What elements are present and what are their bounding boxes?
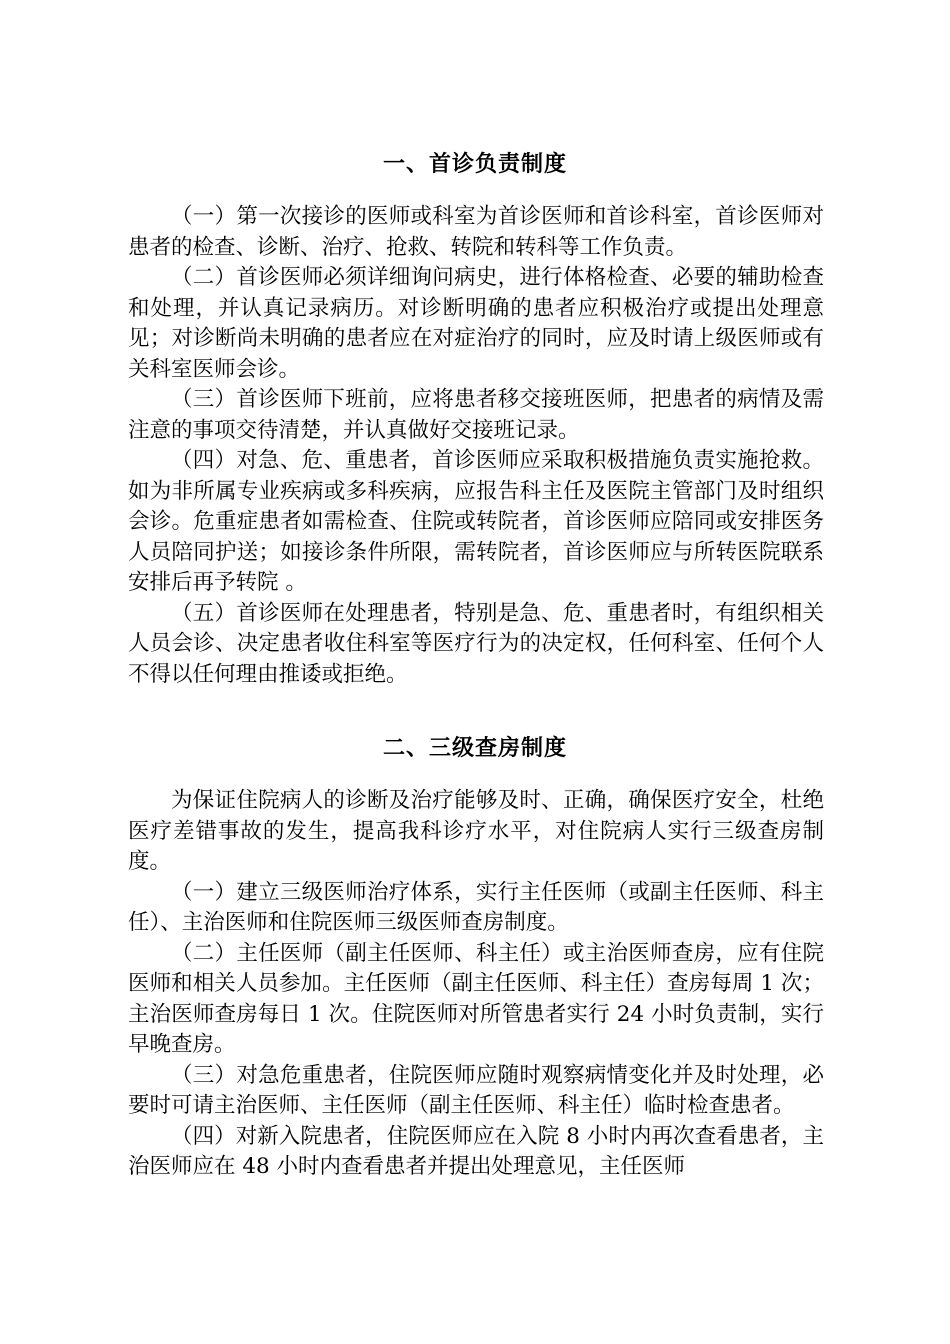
paragraph: （一）建立三级医师治疗体系，实行主任医师（或副主任医师、科主任）、主治医师和住院医师三级医师查房制度。 <box>128 879 824 935</box>
paragraph: （三）对急危重患者，住院医师应随时观察病情变化并及时处理，必要时可请主治医师、主任医师（副主任医师、科主任）临时检查患者。 <box>128 1062 824 1118</box>
paragraph: 为保证住院病人的诊断及治疗能够及时、正确，确保医疗安全，杜绝医疗差错事故的发生，提高我科诊疗水平，对住院病人实行三级查房制度。 <box>128 788 824 874</box>
paragraph: （四）对新入院患者，住院医师应在入院 8 小时内再次查看患者，主治医师应在 48 小时内查看患者并提出处理意见，主任医师 <box>128 1123 824 1179</box>
paragraph: （五）首诊医师在处理患者，特别是急、危、重患者时，有组织相关人员会诊、决定患者收住科室等医疗行为的决定权，任何科室、任何个人不得以任何理由推诿或拒绝。 <box>128 600 824 687</box>
section-body-first-visit <box>128 202 824 690</box>
paragraph: （四）对急、危、重患者，首诊医师应采取积极措施负责实施抢救。如为非所属专业疾病或多科疾病，应报告科主任及医院主管部门及时组织会诊。危重症患者如需检查、住院或转院者，首诊医师应陪同或安排医务人员陪同护送；如接诊条件所限，需转院者，首诊医师应与所转医院联系安排后再予转院 。 <box>128 448 824 595</box>
paragraph: （一）第一次接诊的医师或科室为首诊医师和首诊科室，首诊医师对患者的检查、诊断、治疗、抢救、转院和转科等工作负责。 <box>128 204 824 260</box>
paragraph: （二）首诊医师必须详细询问病史，进行体格检查、必要的辅助检查和处理，并认真记录病历。对诊断明确的患者应积极治疗或提出处理意见；对诊断尚未明确的患者应在对症治疗的同时，应及时请上级医师或有关科室医师会诊。 <box>128 265 824 382</box>
paragraph: （二）主任医师（副主任医师、科主任）或主治医师查房，应有住院医师和相关人员参加。主任医师（副主任医师、科主任）查房每周 1 次；主治医师查房每日 1 次。住院医师对所管患者实行 24 小时负责制，实行早晚查房。 <box>128 940 824 1057</box>
paragraph: （三）首诊医师下班前，应将患者移交接班医师，把患者的病情及需注意的事项交待清楚，并认真做好交接班记录。 <box>128 387 824 443</box>
section-title-first-visit: 一、首诊负责制度 <box>382 152 567 177</box>
section-title-ward-rounds: 二、三级查房制度 <box>382 736 567 761</box>
section-body-ward-rounds <box>128 786 824 1183</box>
